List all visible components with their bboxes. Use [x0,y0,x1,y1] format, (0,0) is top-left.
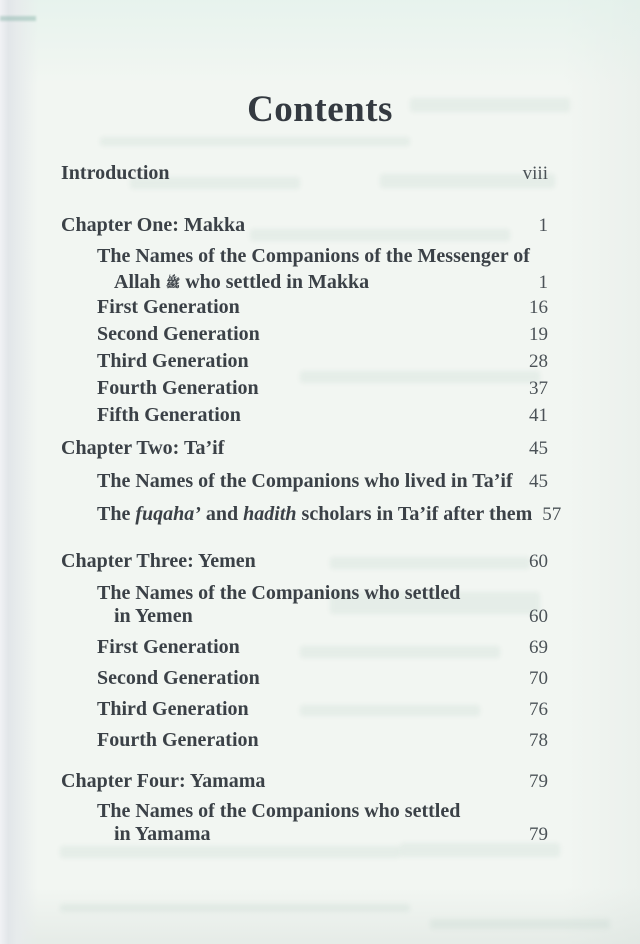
toc-row-chapter-one [61,214,548,237]
toc-entry-page: 45 [529,471,548,492]
toc-entry-label: The Names of the Companions who lived in Ta’if [97,470,513,492]
toc-entry-page: viii [522,163,548,184]
toc-entry-label: Fourth Generation [97,377,259,399]
toc-entry-label: The Names of the Companions who settled [97,800,461,822]
bleedthrough-artifact [60,846,400,858]
toc-entry-page: 1 [538,215,548,236]
toc-row-third-generation [97,350,548,373]
bleedthrough-artifact [430,919,610,929]
toc-entry-label: First Generation [97,636,240,658]
toc-entry-page: 57 [542,504,562,525]
toc-row-yamama-names-line1 [97,800,548,823]
toc-entry-label: First Generation [97,296,240,318]
toc-entry-page: 28 [529,351,548,372]
toc-row-introduction [61,162,548,185]
toc-row-third-generation-yemen [97,698,548,721]
toc-entry-label: The Names of the Companions of the Messenger of [97,245,530,267]
toc-entry-page: 37 [529,378,548,399]
bleedthrough-artifact [60,904,410,912]
toc-entry-label: Chapter Four: Yamama [61,770,266,792]
toc-entry-label: Chapter Two: Ta’if [61,437,225,459]
toc-row-first-generation [97,296,548,319]
toc-entry-label: Chapter One: Makka [61,214,246,236]
bleedthrough-artifact [100,137,410,146]
toc-entry-label: in Yamama [114,823,211,845]
toc-entry-label: Second Generation [97,667,260,689]
toc-entry-label: Chapter Three: Yemen [61,550,256,572]
toc-entry-page: 60 [529,551,548,572]
toc-entry-page: 70 [529,668,548,689]
toc-entry-label: Second Generation [97,323,260,345]
toc-row-fuqaha-hadith [97,503,562,526]
toc-entry-label: The Names of the Companions who settled [97,582,461,604]
page-title: Contents [247,89,393,130]
toc-entry-label: Introduction [61,162,170,184]
toc-entry-label: Third Generation [97,350,249,372]
toc-entry-page: 41 [529,405,548,426]
toc-row-second-generation [97,323,548,346]
toc-entry-page: 16 [529,297,548,318]
toc-entry-page: 76 [529,699,548,720]
toc-row-fourth-generation [97,377,548,400]
toc-row-chapter-three [61,550,548,573]
toc-row-chapter-four [61,770,548,793]
toc-entry-label: in Yemen [114,605,193,627]
scan-mark [0,16,36,21]
toc-row-yamama-names-line2 [114,823,548,846]
toc-entry-label: Third Generation [97,698,249,720]
toc-row-chapter-two [61,437,548,460]
toc-row-second-generation-yemen [97,667,548,690]
page-edge-shadow [0,0,38,944]
toc-entry-page: 69 [529,637,548,658]
toc-row-makka-names-line2 [114,271,548,294]
toc-entry-page: 79 [529,824,548,845]
toc-row-fifth-generation [97,404,548,427]
toc-row-yemen-names-line2 [114,605,548,628]
toc-entry-label: Allah ﷺ who settled in Makka [114,271,370,293]
toc-entry-label: The fuqaha’ and hadith scholars in Ta’if after them [97,503,533,525]
toc-row-makka-names-line1 [97,245,548,268]
toc-entry-label: Fifth Generation [97,404,241,426]
toc-entry-label: Fourth Generation [97,729,259,751]
toc-entry-page: 78 [529,730,548,751]
toc-entry-page: 45 [529,438,548,459]
toc-row-yemen-names-line1 [97,582,548,605]
toc-entry-page: 19 [529,324,548,345]
toc-row-taif-names [97,470,548,493]
toc-entry-page: 1 [538,272,548,293]
toc-row-fourth-generation-yemen [97,729,548,752]
toc-row-first-generation-yemen [97,636,548,659]
toc-entry-page: 79 [529,771,548,792]
toc-entry-page: 60 [529,606,548,627]
